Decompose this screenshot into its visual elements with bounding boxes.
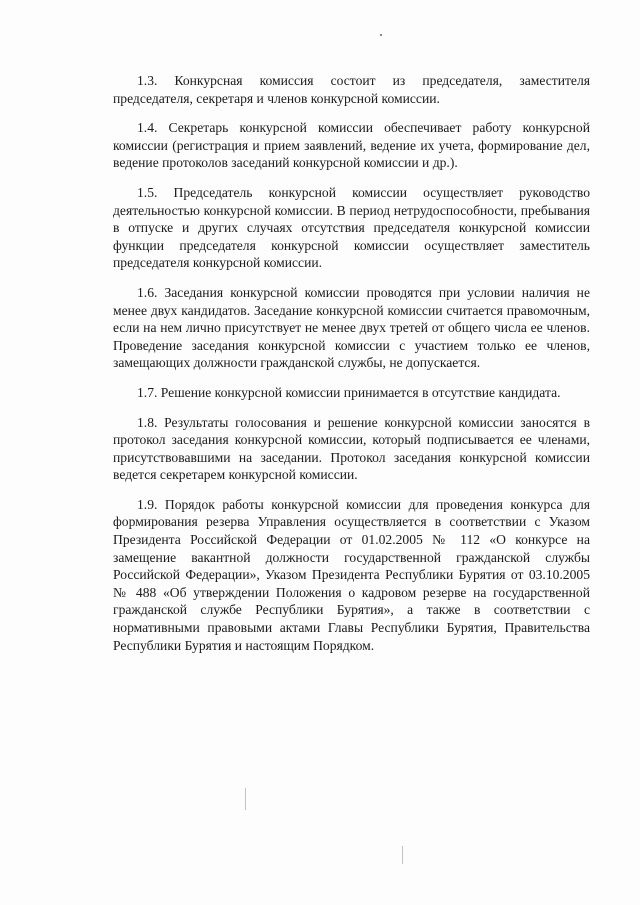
scan-speck (380, 34, 382, 36)
paragraph-1-9: 1.9. Порядок работы конкурсной комиссии для проведения конкурса для формирования резерва Управления осуществляется в соответствии с Указом Президента Российской Федерации от 01.02.2005 № 112 «О конкурсе на замещение вакантной должности государственной гражданской службы Российской Федерации», Указом Президента Республики Бурятия от 03.10.2005 № 488 «Об утверждении Положения о кадровом резерве на государственной гражданской службе Республики Бурятия», а также в соответствии с нормативными правовыми актами Главы Республики Бурятия, Правительства Республики Бурятия и настоящим Порядком. (113, 496, 590, 653)
paragraph-1-4: 1.4. Секретарь конкурсной комиссии обеспечивает работу конкурсной комиссии (регистрация и прием заявлений, ведение их учета, формирование дел, ведение протоколов заседаний конкурсной комиссии и др.). (113, 120, 590, 171)
paragraph-1-3: 1.3. Конкурсная комиссия состоит из председателя, заместителя председателя, секретаря и членов конкурсной комиссии. (113, 73, 590, 106)
document-body (113, 72, 590, 666)
paragraph-1-6: 1.6. Заседания конкурсной комиссии проводятся при условии наличия не менее двух кандидатов. Заседание конкурсной комиссии считается правомочным, если на нем лично присутствует не менее двух третей от общего числа ее членов. Проведение заседания конкурсной комиссии с участием только ее членов, замещающих должности гражданской службы, не допускается. (113, 284, 590, 371)
paragraph-1-7: 1.7. Решение конкурсной комиссии принимается в отсутствие кандидата. (137, 384, 561, 400)
paragraph-1-8: 1.8. Результаты голосования и решение конкурсной комиссии заносятся в протокол заседания конкурсной комиссии, который подписывается ее членами, присутствовавшими на заседании. Протокол заседания конкурсной комиссии ведется секретарем конкурсной комиссии. (113, 414, 590, 483)
scan-speck (402, 846, 403, 864)
scan-speck (245, 788, 246, 810)
paragraph-1-5: 1.5. Председатель конкурсной комиссии осуществляет руководство деятельностью конкурсной комиссии. В период нетрудоспособности, пребывания в отпуске и других случаях отсутствия председателя конкурсной комиссии функции председателя конкурсной комиссии осуществляет заместитель председателя конкурсной комиссии. (113, 184, 590, 271)
